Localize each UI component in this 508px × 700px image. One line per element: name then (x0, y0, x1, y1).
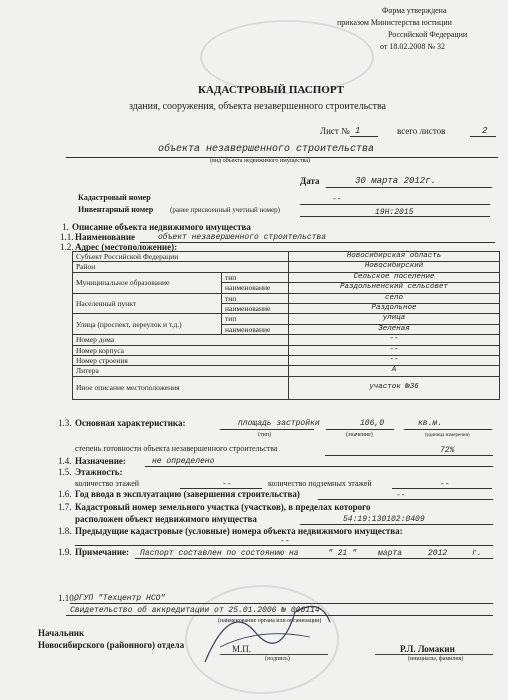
readiness-underline (325, 455, 493, 456)
street-label: Улица (проспект, переулок и т.д.) (73, 314, 222, 335)
s14-underline (145, 466, 493, 467)
name-label: наименование (222, 324, 289, 334)
inventory-underline (300, 216, 490, 217)
readiness-label: степень готовности объекта незавершенного строительства (75, 444, 278, 453)
sheet-number-underline (350, 136, 378, 137)
s19-text: Паспорт составлен по состоянию на (140, 549, 299, 558)
s17-number: 1.7. (58, 502, 72, 512)
s15-label: Этажность: (75, 467, 123, 477)
building-value: -- (289, 356, 500, 366)
floors-label: количество этажей (75, 479, 140, 488)
litera-value: А (289, 366, 500, 376)
s16-label: Год ввода в эксплуатацию (завершения строительства) (75, 489, 300, 499)
order-date: от 18.02.2008 № 32 (380, 42, 446, 51)
s19-year-suffix: г. (472, 549, 482, 558)
settlement-name: Раздольное (289, 304, 500, 314)
total-sheets-underline (470, 136, 496, 137)
country: Российской Федерации (388, 30, 468, 39)
s19-month: марта (378, 549, 403, 558)
s17-underline (300, 524, 493, 525)
mp-label: М.П. (232, 644, 252, 654)
page-subtitle: здания, сооружения, объекта незавершенного строительства (129, 101, 386, 112)
stamp-mark-top (200, 20, 374, 94)
s14-value: не определено (152, 457, 215, 466)
signatory-name: Р.Л. Ломакин (400, 644, 455, 654)
litera-label: Литера (73, 366, 289, 376)
s13-type-caption: (тип) (258, 432, 272, 438)
s13-type-underline (220, 429, 314, 430)
section-1-title: Описание объекта недвижимого имущества (72, 222, 251, 232)
s13-number: 1.3. (58, 418, 72, 428)
ministry-order: приказом Министерства юстиции (337, 18, 452, 27)
floors-value: -- (222, 480, 232, 489)
s13-type: площадь застройки (238, 419, 320, 428)
cadastral-value: -- (332, 195, 342, 204)
s13-unit-underline (404, 429, 492, 430)
signature-caption: (подпись) (265, 656, 290, 662)
settlement-label: Населенный пункт (73, 293, 222, 314)
s18-underline (75, 545, 493, 546)
table-row (73, 314, 500, 324)
subject-label: Субъект Российской Федерации (73, 252, 289, 262)
inventory-value: 19Н:2015 (375, 208, 414, 217)
s13-unit-caption: (единица измерения) (425, 433, 470, 438)
s13-value-underline (326, 429, 394, 430)
date-value: 30 марта 2012г. (355, 176, 437, 186)
building-label: Номер строения (73, 356, 289, 366)
s19-year: 2012 (428, 549, 448, 558)
s17-label-line2: расположен объект недвижимого имущества (75, 514, 257, 524)
s14-number: 1.4. (58, 456, 72, 466)
table-row (73, 262, 500, 272)
municipality-label: Муниципальное образование (73, 272, 222, 293)
inventory-note: (ранее присвоенный учетный номер) (170, 206, 281, 214)
sheet-label: Лист № (320, 126, 350, 136)
s13-unit: кв.м. (418, 419, 443, 428)
s110-accreditation: Свидетельство об аккредитации от 25.01.2006 № 000114 (70, 606, 320, 615)
name-label: Наименование (75, 232, 135, 242)
signatory-name-caption: (инициалы, фамилия) (408, 656, 464, 662)
s17-label-line1: Кадастровый номер земельного участка (участков), в пределах которого (75, 502, 371, 512)
block-value: -- (289, 345, 500, 355)
cadastral-label: Кадастровый номер (78, 193, 151, 202)
table-row (73, 345, 500, 355)
s17-value: 54:19:130102:0409 (343, 515, 425, 524)
underground-underline (392, 488, 492, 489)
municipality-name: Раздольненский сельсовет (289, 283, 500, 293)
s18-label: Предыдущие кадастровые (условные) номера объекта недвижимого имущества: (75, 526, 403, 536)
page-title: КАДАСТРОВЫЙ ПАСПОРТ (198, 84, 345, 96)
section-1-2-number: 1.2. (60, 242, 74, 252)
s13-value: 106,0 (360, 419, 385, 428)
settlement-type: село (289, 293, 500, 303)
table-row (73, 366, 500, 376)
section-1-1-number: 1.1. (60, 232, 74, 242)
section-1-number: 1. (62, 222, 69, 232)
s19-day: " 21 " (328, 549, 357, 558)
date-label: Дата (300, 176, 320, 186)
s16-number: 1.6. (58, 489, 72, 499)
address-table (72, 251, 500, 400)
table-row (73, 252, 500, 262)
table-row (73, 335, 500, 345)
date-underline (326, 187, 492, 188)
s110-number: 1.10. (58, 593, 76, 603)
s19-label: Примечание: (75, 547, 130, 557)
district-value: Новосибирский (289, 262, 500, 272)
s13-label: Основная характеристика: (75, 418, 186, 428)
position-line1: Начальник (38, 628, 85, 638)
readiness-value: 72% (440, 446, 455, 455)
municipality-type: Сельское поселение (289, 272, 500, 282)
total-sheets: 2 (482, 126, 488, 136)
other-location-value: участок №36 (289, 376, 500, 399)
s110-caption: (наименование органа или организации) (218, 618, 322, 624)
name-underline (140, 242, 495, 243)
position-line2: Новосибирского (районного) отдела (38, 640, 185, 650)
table-row (73, 376, 500, 399)
s16-underline (318, 499, 493, 500)
house-label: Номер дома (73, 335, 289, 345)
s19-number: 1.9. (58, 547, 72, 557)
address-label: Адрес (местоположение): (75, 242, 178, 252)
table-row (73, 293, 500, 303)
total-sheets-label: всего листов (397, 126, 446, 136)
form-approved: Форма утверждена (382, 6, 447, 15)
s13-value-caption: (значение) (346, 432, 373, 438)
table-row (73, 272, 500, 282)
name-value: объект незавершенного строительства (158, 233, 327, 242)
name-label: наименование (222, 304, 289, 314)
s19-underline (135, 558, 493, 559)
inventory-label: Инвентарный номер (78, 205, 154, 214)
type-label: тип (222, 293, 289, 303)
signatory-name-line (375, 654, 493, 655)
cadastral-underline (300, 204, 490, 205)
name-label: наименование (222, 283, 289, 293)
street-type: улица (289, 314, 500, 324)
sheet-number: 1 (355, 126, 361, 136)
object-kind-caption: (вид объекта недвижимого имущества) (210, 158, 310, 164)
house-value: -- (289, 335, 500, 345)
district-label: Район (73, 262, 289, 272)
s110-org: ОГУП "Техцентр НСО" (74, 594, 166, 603)
object-kind: объекта незавершенного строительства (158, 144, 375, 155)
type-label: тип (222, 272, 289, 282)
s14-label: Назначение: (75, 456, 126, 466)
s15-number: 1.5. (58, 467, 72, 477)
underground-value: -- (440, 480, 450, 489)
underground-label: количество подземных этажей (268, 479, 372, 488)
type-label: тип (222, 314, 289, 324)
street-name: Зеленая (289, 324, 500, 334)
signature-line (220, 654, 328, 655)
s16-value: -- (396, 491, 406, 500)
block-label: Номер корпуса (73, 345, 289, 355)
other-location-label: Иное описание местоположения (73, 376, 289, 399)
subject-value: Новосибирская область (289, 252, 500, 262)
s18-value: -- (280, 537, 290, 546)
table-row (73, 356, 500, 366)
s18-number: 1.8. (58, 526, 72, 536)
